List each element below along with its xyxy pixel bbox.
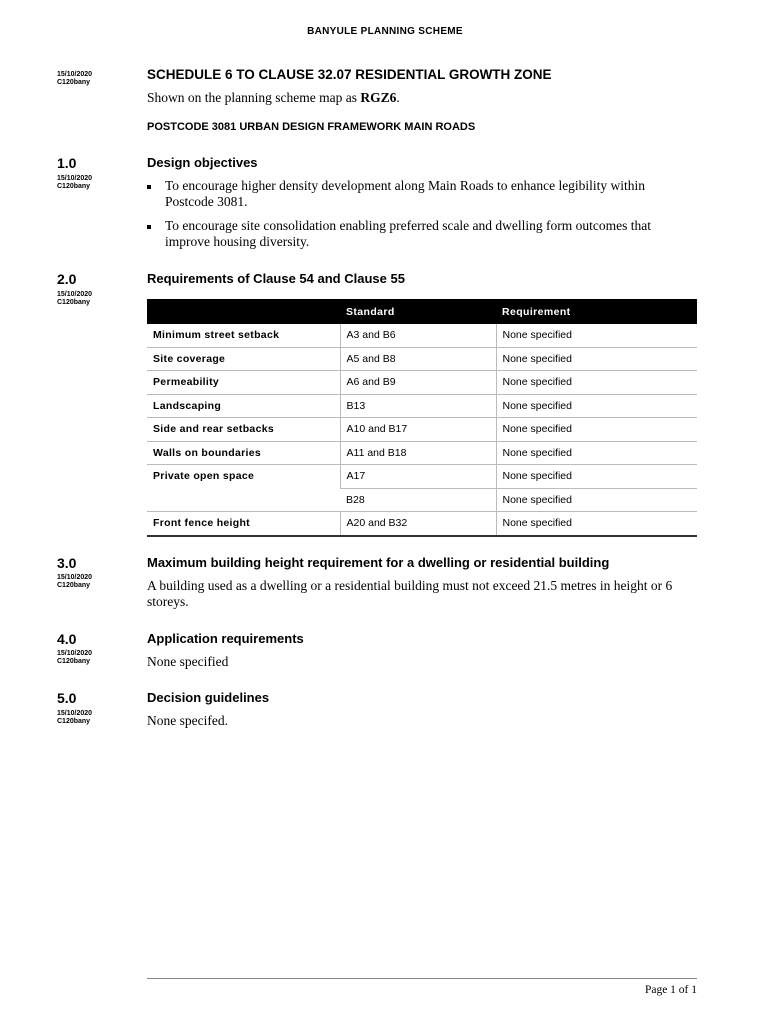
margin-note-title bbox=[57, 71, 92, 87]
table-row bbox=[147, 418, 697, 442]
section-4-note bbox=[57, 650, 92, 666]
section-4-date: 15/10/2020 bbox=[57, 650, 93, 657]
table-row bbox=[147, 465, 697, 489]
section-5-text: None specifed. bbox=[147, 713, 228, 728]
table-cell-standard: A20 and B32 bbox=[340, 512, 496, 536]
map-reference bbox=[147, 90, 697, 106]
table-cell-item: Site coverage bbox=[147, 347, 340, 371]
table-cell-requirement: None specified bbox=[496, 324, 697, 347]
table-row bbox=[147, 441, 697, 465]
table-cell-requirement: None specified bbox=[496, 371, 697, 395]
table-cell-requirement: None specified bbox=[496, 465, 697, 489]
section-4-number: 4.0 bbox=[57, 631, 77, 647]
map-reference-suffix: . bbox=[396, 90, 400, 105]
document-subtitle: POSTCODE 3081 URBAN DESIGN FRAMEWORK MAIN ROADS bbox=[147, 121, 476, 133]
section-2-note bbox=[57, 291, 92, 307]
table-header-standard: Standard bbox=[340, 299, 496, 324]
table-cell-item: Front fence height bbox=[147, 512, 340, 536]
objectives-list bbox=[147, 178, 697, 258]
table-cell-standard: B13 bbox=[340, 394, 496, 418]
section-3-amendment: C120bany bbox=[57, 582, 91, 589]
table-cell-standard: A3 and B6 bbox=[340, 324, 496, 347]
objective-item: To encourage site consolidation enabling preferred scale and dwelling form outcomes that improve housing diversity. bbox=[147, 218, 697, 250]
section-5-amendment: C120bany bbox=[57, 718, 91, 725]
section-3-title: Maximum building height requirement for a dwelling or residential building bbox=[147, 555, 610, 570]
table-cell-item: Landscaping bbox=[147, 394, 340, 418]
section-5-note bbox=[57, 710, 92, 726]
table-cell-requirement: None specified bbox=[496, 347, 697, 371]
table-cell-standard: B28 bbox=[340, 488, 496, 512]
table-cell-item: Minimum street setback bbox=[147, 324, 340, 347]
zone-code: RGZ6 bbox=[360, 90, 397, 105]
table-cell-standard: A17 bbox=[340, 465, 496, 489]
table-cell-standard: A11 and B18 bbox=[340, 441, 496, 465]
table-cell-requirement: None specified bbox=[496, 441, 697, 465]
table-cell-item: Private open space bbox=[147, 465, 340, 512]
section-3-note bbox=[57, 574, 92, 590]
section-4-amendment: C120bany bbox=[57, 658, 91, 665]
section-5-date: 15/10/2020 bbox=[57, 710, 93, 717]
section-2-title: Requirements of Clause 54 and Clause 55 bbox=[147, 271, 405, 286]
page-header: BANYULE PLANNING SCHEME bbox=[307, 26, 463, 37]
table-cell-item: Permeability bbox=[147, 371, 340, 395]
table-cell-requirement: None specified bbox=[496, 394, 697, 418]
table-cell-standard: A5 and B8 bbox=[340, 347, 496, 371]
section-1-amendment: C120bany bbox=[57, 183, 91, 190]
section-1-date: 15/10/2020 bbox=[57, 175, 93, 182]
requirements-table bbox=[147, 299, 697, 537]
table-cell-item: Side and rear setbacks bbox=[147, 418, 340, 442]
section-2-date: 15/10/2020 bbox=[57, 291, 93, 298]
document-title: SCHEDULE 6 TO CLAUSE 32.07 RESIDENTIAL GROWTH ZONE bbox=[147, 67, 552, 82]
section-1-number: 1.0 bbox=[57, 155, 77, 171]
section-1-note bbox=[57, 175, 92, 191]
objective-item: To encourage higher density development along Main Roads to enhance legibility within Postcode 3081. bbox=[147, 178, 697, 210]
table-row bbox=[147, 394, 697, 418]
table-cell-requirement: None specified bbox=[496, 488, 697, 512]
table-header-row bbox=[147, 299, 697, 324]
section-2-number: 2.0 bbox=[57, 271, 77, 287]
section-3-date: 15/10/2020 bbox=[57, 574, 93, 581]
margin-note-amendment: C120bany bbox=[57, 79, 91, 86]
table-header-blank bbox=[147, 299, 340, 324]
section-5-number: 5.0 bbox=[57, 690, 77, 706]
table-cell-item: Walls on boundaries bbox=[147, 441, 340, 465]
table-row bbox=[147, 371, 697, 395]
table-row bbox=[147, 347, 697, 371]
table-cell-standard: A6 and B9 bbox=[340, 371, 496, 395]
table-cell-requirement: None specified bbox=[496, 512, 697, 536]
section-3-text: A building used as a dwelling or a residential building must not exceed 21.5 metres in height or 6 storeys. bbox=[147, 578, 673, 609]
margin-note-date: 15/10/2020 bbox=[57, 71, 93, 78]
table-cell-requirement: None specified bbox=[496, 418, 697, 442]
page-number: Page 1 of 1 bbox=[644, 984, 697, 996]
footer-divider bbox=[147, 978, 697, 979]
table-row bbox=[147, 512, 697, 536]
table-cell-standard: A10 and B17 bbox=[340, 418, 496, 442]
section-4-title: Application requirements bbox=[147, 631, 304, 646]
section-5-title: Decision guidelines bbox=[147, 690, 270, 705]
section-4-text: None specified bbox=[147, 654, 229, 669]
table-header-requirement: Requirement bbox=[496, 299, 697, 324]
section-2-amendment: C120bany bbox=[57, 299, 91, 306]
section-3-number: 3.0 bbox=[57, 555, 77, 571]
map-reference-prefix: Shown on the planning scheme map as bbox=[147, 90, 361, 105]
section-1-title: Design objectives bbox=[147, 155, 258, 170]
table-row bbox=[147, 324, 697, 347]
